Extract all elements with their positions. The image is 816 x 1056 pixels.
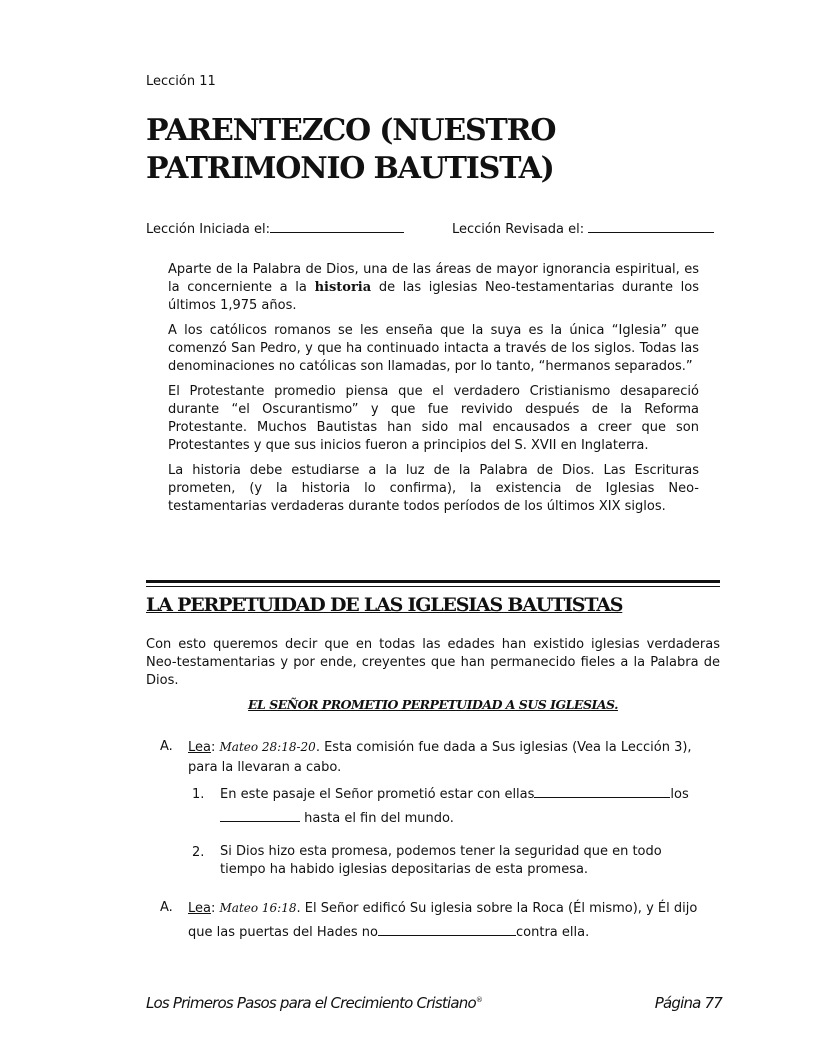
lea-label: Lea xyxy=(188,740,211,755)
list-item-text xyxy=(220,783,689,831)
a1-line1: . Esta comisión fue dada a Sus iglesias (Vea la Lección 3), xyxy=(315,740,692,755)
footer-book-title xyxy=(146,994,483,1012)
list-item-text: Lea: Mateo 28:18-20. Esta comisión fue dada a Sus iglesias (Vea la Lección 3), para la llevaran a cabo. xyxy=(188,740,692,775)
a2-line2-end: contra ella. xyxy=(516,925,590,940)
registered-mark: ® xyxy=(475,996,483,1004)
list-marker: 1. xyxy=(192,787,205,802)
scripture-ref: Mateo 28:18-20 xyxy=(219,740,316,754)
lesson-dates xyxy=(146,220,726,237)
page-title xyxy=(146,112,746,188)
intro-paragraph-3: El Protestante promedio piensa que el verdadero Cristianismo desapareció durante “el Oscurantismo” y que fue revivido después de la Reforma Protestante. Muchos Bautistas han sido mal encausados a creer que son Protestantes y que sus inicios fueron a principios del S. XVII en Inglaterra. xyxy=(168,384,699,453)
n1-line1: En este pasaje el Señor prometió estar con ellas xyxy=(220,787,535,802)
intro-p1-text-b: de las iglesias Neo-testamentarias durante los últimos 1,975 años. xyxy=(168,280,700,313)
n2-line1: Si Dios hizo esta promesa, podemos tener la seguridad que en todo xyxy=(220,844,662,859)
a2-line2: que las puertas del Hades no xyxy=(188,925,378,940)
book-title-text: Los Primeros Pasos para el Crecimiento Cristiano xyxy=(146,994,476,1012)
list-marker: 2. xyxy=(192,845,205,860)
lea-label: Lea xyxy=(188,901,211,916)
a1-line2: para la llevaran a cabo. xyxy=(188,760,342,775)
section-subheading: EL SEÑOR PROMETIO PERPETUIDAD A SUS IGLESIAS. xyxy=(248,697,618,712)
title-line-2: PATRIMONIO BAUTISTA) xyxy=(146,151,554,186)
intro-block xyxy=(168,261,699,523)
scripture-ref: Mateo 16:18 xyxy=(219,901,297,915)
section-divider-thin xyxy=(146,586,720,587)
intro-paragraph-1 xyxy=(168,261,699,315)
n1-line1-end: los xyxy=(670,787,689,802)
list-item-text: Lea: Mateo 16:18. El Señor edificó Su iglesia sobre la Roca (Él mismo), y Él dijo que las puertas del Hades no contra ella. xyxy=(188,901,698,940)
intro-paragraph-4: La historia debe estudiarse a la luz de la Palabra de Dios. Las Escrituras prometen, (y la historia lo confirma), la existencia de Iglesias Neo-testamentarias verdaderas durante todos períodos de los últimos XIX siglos. xyxy=(168,463,699,514)
revised-group xyxy=(452,220,714,237)
lesson-number: Lección 11 xyxy=(146,74,216,89)
n1-line2: hasta el fin del mundo. xyxy=(304,811,454,826)
a2-line1: . El Señor edificó Su iglesia sobre la Roca (Él mismo), y Él dijo xyxy=(296,901,698,916)
intro-p1-bold: historia xyxy=(314,280,372,295)
answer-blank-1[interactable] xyxy=(534,785,670,798)
answer-blank-2[interactable] xyxy=(220,809,300,822)
section-title: LA PERPETUIDAD DE LAS IGLESIAS BAUTISTAS xyxy=(146,594,623,616)
list-marker: A. xyxy=(160,739,173,754)
intro-paragraph-2: A los católicos romanos se les enseña que la suya es la única “Iglesia” que comenzó San Pedro, y que ha continuado intacta a través de los siglos. Todas las denominaciones no católicas son llamadas, por lo tanto, “hermanos separados.” xyxy=(168,323,699,374)
revised-date-field[interactable] xyxy=(588,220,714,233)
list-item-text xyxy=(220,843,662,879)
started-date-field[interactable] xyxy=(270,220,404,233)
section-divider-thick xyxy=(146,580,720,583)
list-marker: A. xyxy=(160,900,173,915)
section-intro: Con esto queremos decir que en todas las edades han existido iglesias verdaderas Neo-testamentarias y por ende, creyentes que han permanecido fieles a la Palabra de Dios. xyxy=(146,637,720,688)
answer-blank-3[interactable] xyxy=(378,923,516,936)
started-label: Lección Iniciada el: xyxy=(146,222,270,237)
intro-p1-text-a: Aparte de la Palabra de Dios, una de las áreas de mayor ignorancia espiritual, es la concerniente a la xyxy=(168,262,699,295)
n2-line2: tiempo ha habido iglesias depositarias de esta promesa. xyxy=(220,862,589,877)
title-line-1: PARENTEZCO (NUESTRO xyxy=(146,113,556,148)
revised-label: Lección Revisada el: xyxy=(452,222,585,237)
page-number: Página 77 xyxy=(654,994,722,1012)
